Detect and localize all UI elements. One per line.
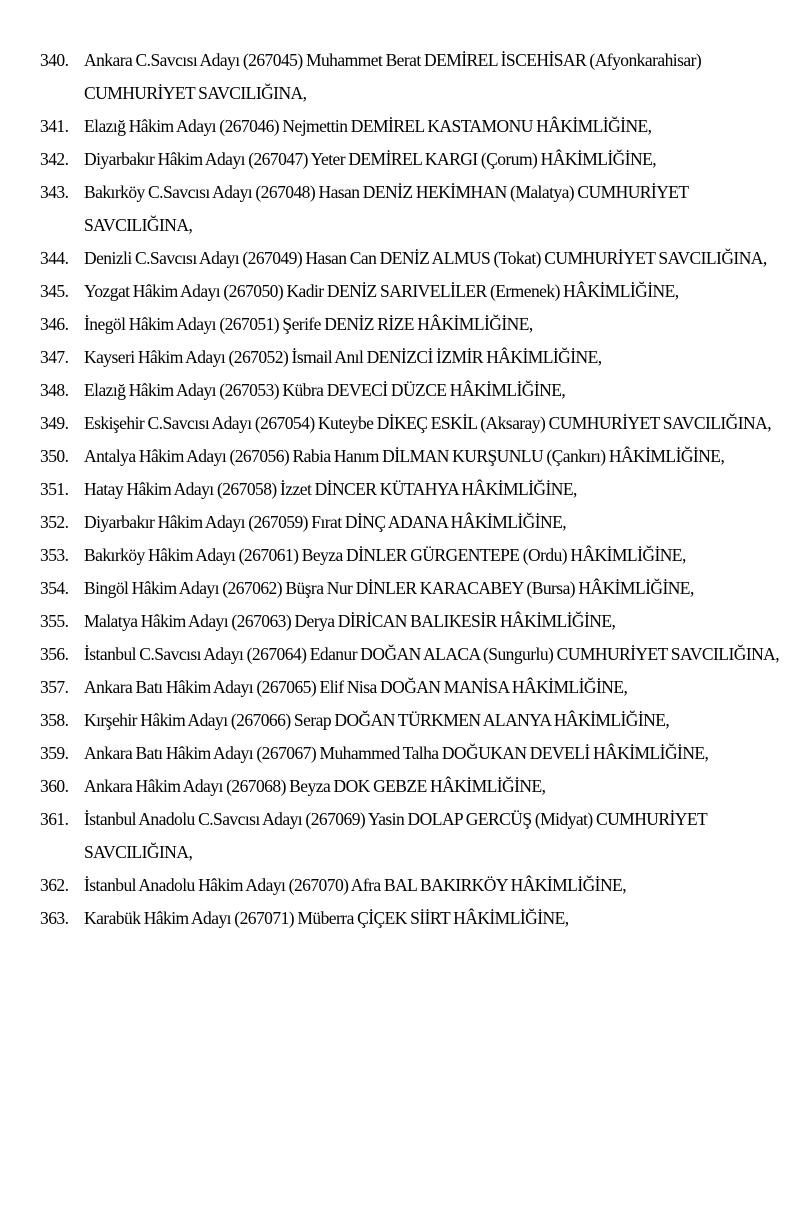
item-number: 345. xyxy=(40,281,69,301)
list-item xyxy=(40,506,780,539)
item-text: Bakırköy C.Savcısı Adayı (267048) Hasan DENİZ HEKİMHAN (Malatya) CUMHURİYET SAVCILIĞINA, xyxy=(84,182,689,235)
list-item xyxy=(40,638,780,671)
item-number: 362. xyxy=(40,875,69,895)
list-item xyxy=(40,539,780,572)
item-text: Elazığ Hâkim Adayı (267053) Kübra DEVECİ DÜZCE HÂKİMLİĞİNE, xyxy=(84,380,566,400)
item-text: Bakırköy Hâkim Adayı (267061) Beyza DİNLER GÜRGENTEPE (Ordu) HÂKİMLİĞİNE, xyxy=(84,545,686,565)
list-item xyxy=(40,275,780,308)
item-number: 350. xyxy=(40,446,69,466)
list-item xyxy=(40,110,780,143)
item-number: 346. xyxy=(40,314,69,334)
item-number: 351. xyxy=(40,479,69,499)
item-number: 354. xyxy=(40,578,69,598)
item-text: Ankara C.Savcısı Adayı (267045) Muhammet Berat DEMİREL İSCEHİSAR (Afyonkarahisar) CUMHURİYET SAVCILIĞINA, xyxy=(84,50,702,103)
item-number: 352. xyxy=(40,512,69,532)
item-number: 348. xyxy=(40,380,69,400)
item-number: 347. xyxy=(40,347,69,367)
item-text: İnegöl Hâkim Adayı (267051) Şerife DENİZ RİZE HÂKİMLİĞİNE, xyxy=(84,314,533,334)
list-item xyxy=(40,176,780,242)
item-number: 349. xyxy=(40,413,69,433)
item-number: 359. xyxy=(40,743,69,763)
list-item xyxy=(40,473,780,506)
list-item xyxy=(40,242,780,275)
item-number: 361. xyxy=(40,809,69,829)
item-number: 358. xyxy=(40,710,69,730)
item-number: 360. xyxy=(40,776,69,796)
list-item xyxy=(40,671,780,704)
item-text: İstanbul Anadolu C.Savcısı Adayı (267069) Yasin DOLAP GERCÜŞ (Midyat) CUMHURİYET SAVCILIĞINA, xyxy=(84,809,707,862)
item-number: 342. xyxy=(40,149,69,169)
list-item xyxy=(40,374,780,407)
list-item xyxy=(40,737,780,770)
list-item xyxy=(40,44,780,110)
list-item xyxy=(40,704,780,737)
list-item xyxy=(40,440,780,473)
list-item xyxy=(40,407,780,440)
list-item xyxy=(40,770,780,803)
item-text: Yozgat Hâkim Adayı (267050) Kadir DENİZ SARIVELİLER (Ermenek) HÂKİMLİĞİNE, xyxy=(84,281,679,301)
item-number: 355. xyxy=(40,611,69,631)
item-text: Kayseri Hâkim Adayı (267052) İsmail Anıl DENİZCİ İZMİR HÂKİMLİĞİNE, xyxy=(84,347,602,367)
item-number: 343. xyxy=(40,182,69,202)
list-item xyxy=(40,341,780,374)
item-text: Hatay Hâkim Adayı (267058) İzzet DİNCER KÜTAHYA HÂKİMLİĞİNE, xyxy=(84,479,577,499)
list-item xyxy=(40,803,780,869)
list-item xyxy=(40,605,780,638)
list-item xyxy=(40,572,780,605)
item-text: Bingöl Hâkim Adayı (267062) Büşra Nur DİNLER KARACABEY (Bursa) HÂKİMLİĞİNE, xyxy=(84,578,694,598)
item-text: İstanbul Anadolu Hâkim Adayı (267070) Afra BAL BAKIRKÖY HÂKİMLİĞİNE, xyxy=(84,875,627,895)
item-number: 341. xyxy=(40,116,69,136)
list-item xyxy=(40,869,780,902)
list-item xyxy=(40,308,780,341)
item-text: Diyarbakır Hâkim Adayı (267059) Fırat DİNÇ ADANA HÂKİMLİĞİNE, xyxy=(84,512,567,532)
item-text: Diyarbakır Hâkim Adayı (267047) Yeter DEMİREL KARGI (Çorum) HÂKİMLİĞİNE, xyxy=(84,149,657,169)
item-text: Ankara Hâkim Adayı (267068) Beyza DOK GEBZE HÂKİMLİĞİNE, xyxy=(84,776,546,796)
item-number: 353. xyxy=(40,545,69,565)
list-item xyxy=(40,143,780,176)
item-text: Ankara Batı Hâkim Adayı (267065) Elif Nisa DOĞAN MANİSA HÂKİMLİĞİNE, xyxy=(84,677,628,697)
item-text: Kırşehir Hâkim Adayı (267066) Serap DOĞAN TÜRKMEN ALANYA HÂKİMLİĞİNE, xyxy=(84,710,670,730)
item-text: Denizli C.Savcısı Adayı (267049) Hasan Can DENİZ ALMUS (Tokat) CUMHURİYET SAVCILIĞINA, xyxy=(84,248,767,268)
item-text: Elazığ Hâkim Adayı (267046) Nejmettin DEMİREL KASTAMONU HÂKİMLİĞİNE, xyxy=(84,116,652,136)
item-text: Antalya Hâkim Adayı (267056) Rabia Hanım DİLMAN KURŞUNLU (Çankırı) HÂKİMLİĞİNE, xyxy=(84,446,725,466)
item-text: Karabük Hâkim Adayı (267071) Müberra ÇİÇEK SİİRT HÂKİMLİĞİNE, xyxy=(84,908,569,928)
item-number: 344. xyxy=(40,248,69,268)
item-number: 356. xyxy=(40,644,69,664)
list-item xyxy=(40,902,780,935)
appointment-list xyxy=(40,44,780,935)
item-number: 340. xyxy=(40,50,69,70)
item-text: Malatya Hâkim Adayı (267063) Derya DİRİCAN BALIKESİR HÂKİMLİĞİNE, xyxy=(84,611,616,631)
item-number: 363. xyxy=(40,908,69,928)
item-text: Eskişehir C.Savcısı Adayı (267054) Kuteybe DİKEÇ ESKİL (Aksaray) CUMHURİYET SAVCILIĞINA, xyxy=(84,413,772,433)
item-text: Ankara Batı Hâkim Adayı (267067) Muhammed Talha DOĞUKAN DEVELİ HÂKİMLİĞİNE, xyxy=(84,743,709,763)
item-number: 357. xyxy=(40,677,69,697)
item-text: İstanbul C.Savcısı Adayı (267064) Edanur DOĞAN ALACA (Sungurlu) CUMHURİYET SAVCILIĞINA, xyxy=(84,644,780,664)
